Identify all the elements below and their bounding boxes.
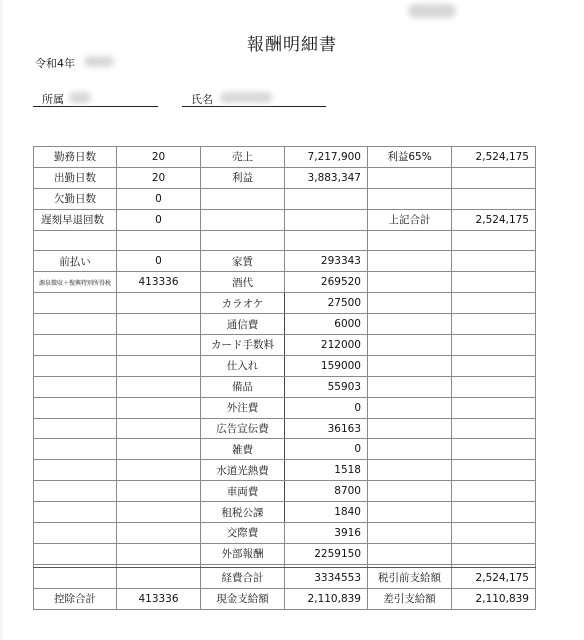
cell-label-a [34,481,117,502]
table-row [34,335,536,356]
cell-value-a [117,335,201,356]
cell-label-c [368,251,452,272]
issue-date [35,55,75,71]
cell-label-b: 備品 [201,376,285,397]
cell-value-a: 0 [117,251,201,272]
cell-label-b: カラオケ [201,293,285,314]
cell-label-b: 水道光熱費 [201,460,285,481]
cell-label-b: カード手数料 [201,335,285,356]
cell-value-a [117,376,201,397]
table-row [34,209,536,230]
cell-label-a [34,293,117,314]
cell-label-c [368,418,452,439]
cell-label-c [368,543,452,564]
cell-value-a: 0 [117,209,201,230]
cell-label-a [34,523,117,544]
table-row [34,588,536,609]
cell-label-c: 差引支給額 [368,588,452,609]
cell-value-c [452,418,536,439]
cell-value-a [117,230,201,251]
cell-value-b: 3334553 [285,567,368,588]
name-label: 氏名 [191,93,213,106]
redacted-affiliation [69,92,91,103]
cell-label-c [368,230,452,251]
table-row [34,376,536,397]
table-row [34,502,536,523]
cell-label-c [368,167,452,188]
cell-value-c [452,314,536,335]
payslip-body [34,147,536,610]
cell-value-c [452,167,536,188]
cell-label-a [34,335,117,356]
table-row [34,188,536,209]
cell-value-c [452,481,536,502]
cell-label-b: 車両費 [201,481,285,502]
cell-value-c [452,335,536,356]
cell-label-b: 仕入れ [201,355,285,376]
cell-value-a [117,460,201,481]
cell-value-c [452,272,536,293]
cell-value-b: 1518 [285,460,368,481]
cell-label-b: 経費合計 [201,567,285,588]
cell-value-a: 20 [117,167,201,188]
cell-label-b: 交際費 [201,523,285,544]
cell-value-a [117,543,201,564]
cell-label-b [201,230,285,251]
cell-label-a: 源泉徴収＋復興特別所得税 [34,272,117,293]
cell-value-a: 20 [117,147,201,168]
table-row [34,460,536,481]
cell-label-a: 遅刻早退回数 [34,209,117,230]
table-row [34,439,536,460]
cell-label-c [368,355,452,376]
cell-label-c [368,335,452,356]
cell-label-c [368,314,452,335]
cell-value-b: 293343 [285,251,368,272]
cell-label-a [34,502,117,523]
cell-value-b: 269520 [285,272,368,293]
cell-value-a [117,523,201,544]
cell-label-c [368,523,452,544]
cell-value-b [285,188,368,209]
cell-label-b: 雑費 [201,439,285,460]
cell-value-c [452,502,536,523]
cell-value-a: 413336 [117,588,201,609]
cell-label-a [34,230,117,251]
cell-value-a [117,314,201,335]
table-row [34,481,536,502]
affiliation-field [33,90,158,107]
cell-label-c [368,188,452,209]
redacted-header-mark [408,4,456,18]
cell-label-c [368,481,452,502]
cell-value-c: 2,524,175 [452,209,536,230]
cell-value-a [117,567,201,588]
payslip-table [33,146,536,610]
cell-value-c [452,523,536,544]
cell-value-a: 0 [117,188,201,209]
table-row [34,543,536,564]
cell-label-b: 租税公課 [201,502,285,523]
cell-value-c [452,376,536,397]
cell-value-c: 2,524,175 [452,567,536,588]
table-row [34,251,536,272]
cell-value-b: 36163 [285,418,368,439]
cell-label-a [34,418,117,439]
name-field [182,90,326,107]
cell-value-a [117,293,201,314]
cell-value-b [285,230,368,251]
cell-label-a: 前払い [34,251,117,272]
cell-label-c [368,460,452,481]
cell-label-a [34,314,117,335]
cell-label-b: 外部報酬 [201,543,285,564]
cell-value-b [285,209,368,230]
cell-value-c [452,251,536,272]
cell-value-c [452,188,536,209]
cell-label-b: 利益 [201,167,285,188]
cell-label-c [368,439,452,460]
cell-value-b: 2259150 [285,543,368,564]
cell-label-a [34,567,117,588]
cell-value-b: 7,217,900 [285,147,368,168]
cell-value-a [117,481,201,502]
cell-value-c [452,230,536,251]
cell-value-a: 413336 [117,272,201,293]
cell-label-b: 家賃 [201,251,285,272]
cell-value-b: 6000 [285,314,368,335]
cell-value-b: 3916 [285,523,368,544]
cell-value-b: 1840 [285,502,368,523]
cell-value-b: 2,110,839 [285,588,368,609]
cell-label-a [34,376,117,397]
cell-label-c: 上記合計 [368,209,452,230]
cell-label-b [201,188,285,209]
cell-value-b: 0 [285,397,368,418]
cell-value-b: 0 [285,439,368,460]
cell-value-c [452,543,536,564]
table-row [34,272,536,293]
cell-label-b: 通信費 [201,314,285,335]
cell-value-c [452,460,536,481]
table-row [34,418,536,439]
cell-value-b: 55903 [285,376,368,397]
cell-value-a [117,502,201,523]
document-title: 報酬明細書 [247,35,337,55]
table-row [34,567,536,588]
cell-value-a [117,418,201,439]
table-row [34,293,536,314]
cell-label-c [368,293,452,314]
cell-label-c [368,397,452,418]
cell-label-b: 広告宣伝費 [201,418,285,439]
cell-label-a [34,355,117,376]
cell-label-c: 税引前支給額 [368,567,452,588]
cell-label-a: 勤務日数 [34,147,117,168]
cell-label-a [34,543,117,564]
cell-label-b: 外注費 [201,397,285,418]
cell-label-a [34,460,117,481]
table-row [34,523,536,544]
cell-value-a [117,397,201,418]
table-row [34,167,536,188]
cell-label-c [368,502,452,523]
cell-value-b: 159000 [285,355,368,376]
cell-value-c [452,293,536,314]
cell-label-a [34,397,117,418]
cell-value-a [117,355,201,376]
cell-label-b: 売上 [201,147,285,168]
cell-value-c: 2,524,175 [452,147,536,168]
cell-label-b: 現金支給額 [201,588,285,609]
cell-value-c [452,355,536,376]
cell-label-c: 利益65% [368,147,452,168]
cell-label-a: 控除合計 [34,588,117,609]
cell-value-b: 3,883,347 [285,167,368,188]
redacted-name [220,92,272,103]
table-row [34,314,536,335]
era-prefix: 令和4年 [35,57,75,70]
redacted-date [84,56,114,67]
cell-value-c: 2,110,839 [452,588,536,609]
cell-label-a: 欠勤日数 [34,188,117,209]
cell-label-a [34,439,117,460]
cell-value-c [452,439,536,460]
table-row [34,355,536,376]
table-row [34,230,536,251]
cell-label-a: 出勤日数 [34,167,117,188]
cell-value-b: 8700 [285,481,368,502]
cell-label-b [201,209,285,230]
cell-label-c [368,272,452,293]
cell-value-b: 212000 [285,335,368,356]
table-row [34,147,536,168]
cell-value-a [117,439,201,460]
cell-value-b: 27500 [285,293,368,314]
cell-value-c [452,397,536,418]
cell-label-b: 酒代 [201,272,285,293]
table-row [34,397,536,418]
cell-label-c [368,376,452,397]
affiliation-label: 所属 [42,93,64,106]
